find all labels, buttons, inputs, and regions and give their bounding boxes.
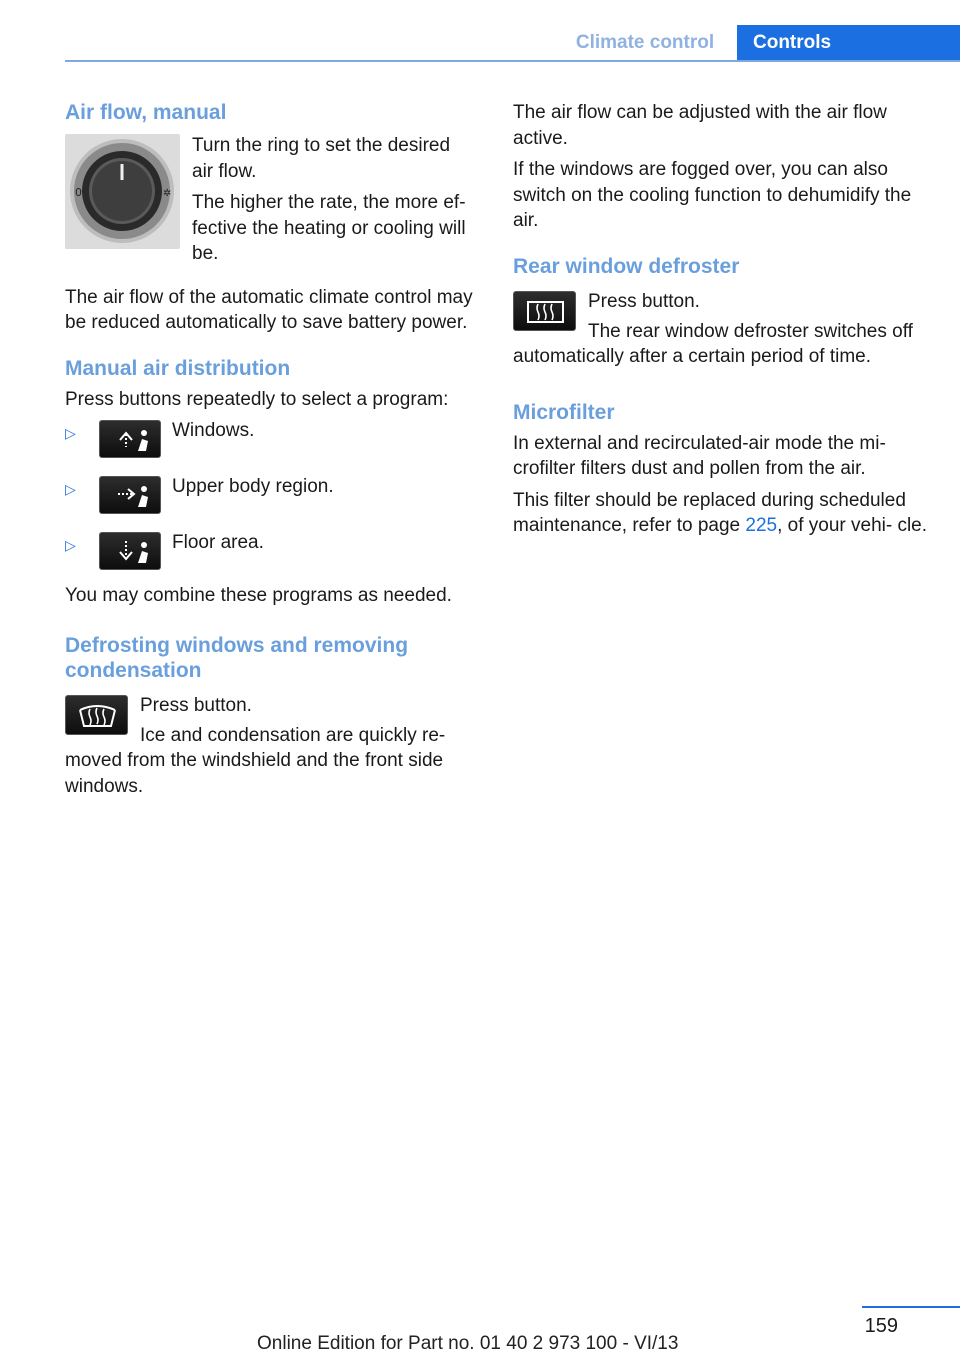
microfilter-text-2-end: , of your vehi‐ cle. [777, 515, 928, 536]
distribution-item-floor: Floor area. [172, 532, 264, 553]
page-225-link[interactable]: 225 [745, 515, 778, 536]
airflow-knob-icon [65, 134, 180, 249]
defrost-heading: Defrosting windows and removing condensation [65, 633, 409, 682]
distribution-heading: Manual air distribution [65, 356, 291, 380]
distribution-outro: You may combine these programs as needed. [65, 585, 452, 606]
windshield-defrost-icon [65, 695, 128, 735]
distribution-item-upper-body: Upper body region. [172, 476, 334, 497]
microfilter-heading: Microfilter [513, 400, 615, 424]
airflow-text-3: The air flow of the automatic climate control may be reduced automatically to save battery power. [65, 286, 473, 333]
left-column [65, 100, 475, 805]
bullet-triangle-icon: ▷ [65, 537, 76, 553]
bullet-triangle-icon: ▷ [65, 425, 76, 441]
rear-defroster-heading: Rear window defroster [513, 254, 740, 278]
fogged-windows-text: If the windows are fogged over, you can also switch on the cooling function to dehumidify the air. [513, 159, 912, 231]
svg-text:0: 0 [75, 186, 82, 199]
rear-defroster-text-1: Press button. [588, 290, 700, 312]
airflow-active-text: The air flow can be adjusted with the air flow active. [513, 102, 887, 149]
header-section-title: Climate control [575, 32, 715, 53]
airflow-text-1: Turn the ring to set the desired air flow. [192, 135, 451, 182]
upper-body-airflow-icon [99, 476, 161, 514]
airflow-heading: Air flow, manual [65, 101, 227, 124]
distribution-item-windows: Windows. [172, 420, 255, 441]
defrost-text-2: Ice and condensation are quickly re‐ moved from the windshield and the front side windows. [65, 724, 446, 797]
header-chapter-tab: Controls [737, 25, 960, 61]
page-number: 159 [864, 1315, 898, 1337]
bullet-triangle-icon: ▷ [65, 481, 76, 497]
distribution-intro: Press buttons repeatedly to select a program: [65, 388, 449, 410]
microfilter-text-2 [513, 488, 933, 539]
list-item [65, 530, 475, 586]
right-column [513, 100, 933, 545]
footer-rule [862, 1306, 960, 1308]
defrost-text-1: Press button. [140, 694, 252, 716]
microfilter-text-1: In external and recirculated-air mode the mi‐ crofilter filters dust and pollen from the air. [513, 432, 886, 479]
rear-window-defrost-icon [513, 291, 576, 331]
edition-note: Online Edition for Part no. 01 40 2 973 100 - VI/13 [257, 1333, 679, 1354]
svg-text:✲: ✲ [163, 188, 172, 199]
rear-defroster-text-2: The rear window defroster switches off automatically after a certain period of time. [513, 320, 913, 367]
header-rule [65, 60, 960, 62]
airflow-text-2: The higher the rate, the more ef‐ fective the heating or cooling will be. [192, 192, 466, 264]
microfilter-text-2-start: This filter should be replaced during scheduled maintenance, refer to page [513, 489, 906, 536]
windows-airflow-icon [99, 420, 161, 458]
floor-airflow-icon [99, 532, 161, 570]
list-item [65, 418, 475, 474]
list-item [65, 474, 475, 530]
